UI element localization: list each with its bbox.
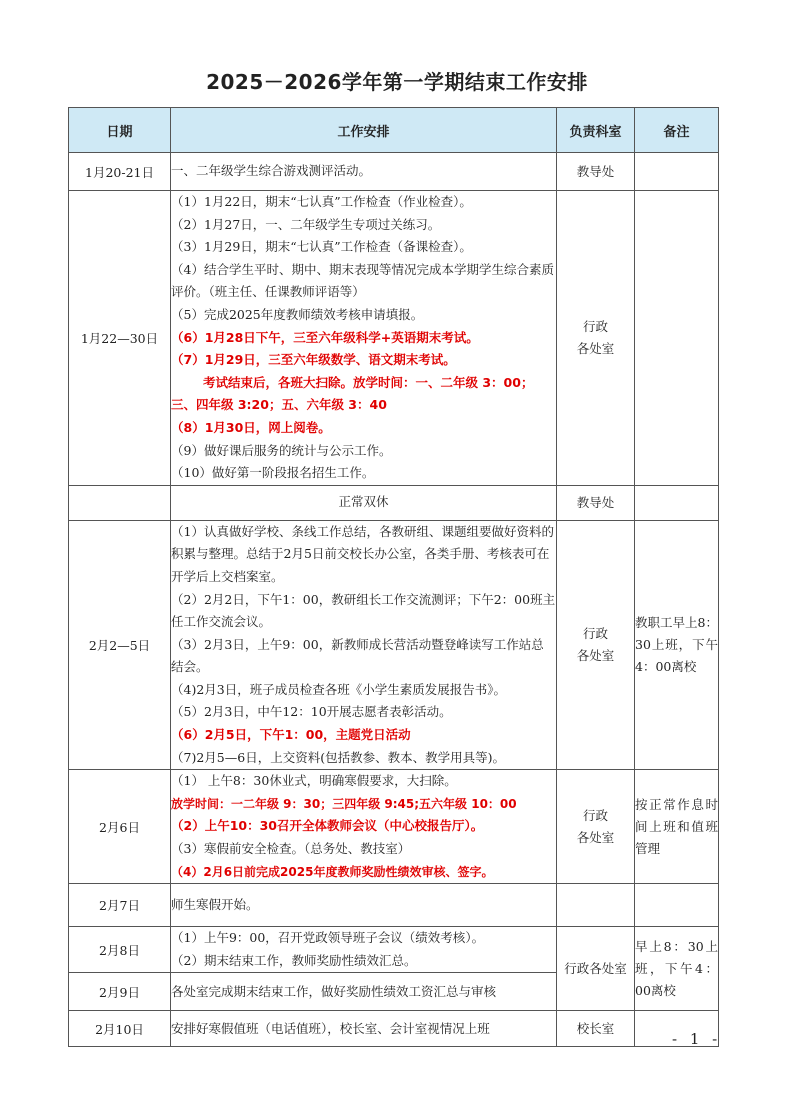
work-item: （2）1月27日，一、二年级学生专项过关练习。 <box>171 216 441 232</box>
dept-cell <box>557 520 635 770</box>
work-item-highlight: （8）1月30日，网上阅卷。 <box>171 419 331 435</box>
work-item: （10）做好第一阶段报名招生工作。 <box>171 465 375 481</box>
work-item: 师生寒假开始。 <box>171 896 259 912</box>
note-cell <box>635 191 719 486</box>
dept-line: 行政 <box>582 625 608 641</box>
work-item: 安排好寒假值班（电话值班），校长室、会计室视情况上班 <box>171 1020 490 1036</box>
table-row <box>69 770 719 884</box>
dept-line: 各处室 <box>576 647 615 663</box>
work-item: （4）结合学生平时、期中、期末表现等情况完成本学期学生综合素质评价。（班主任、任课教师评语等） <box>171 261 554 300</box>
table-row <box>69 153 719 191</box>
page-number: - 1 - <box>672 1030 722 1048</box>
work-item: 各处室完成期末结束工作，做好奖励性绩效工资汇总与审核 <box>171 983 497 999</box>
note-cell <box>635 884 719 927</box>
header-date: 日期 <box>69 108 171 153</box>
work-item-highlight: （4）2月6日前完成2025年度教师奖励性绩效审核、签字。 <box>171 864 494 879</box>
work-cell <box>171 927 557 973</box>
work-item-highlight: 三、四年级 3:20；五、六年级 3：40 <box>171 397 387 413</box>
dept-cell: 校长室 <box>557 1011 635 1047</box>
schedule-table <box>68 107 722 1048</box>
work-item: （2）期末结束工作，教师奖励性绩效汇总。 <box>171 952 417 968</box>
table-row <box>69 1011 719 1047</box>
work-item: （1）上午9：00，召开党政领导班子会议（绩效考核）。 <box>171 930 485 946</box>
work-item: （9）做好课后服务的统计与公示工作。 <box>171 442 392 458</box>
work-item: （1）1月22日，期末“七认真”工作检查（作业检查）。 <box>171 194 472 209</box>
header-dept: 负责科室 <box>557 108 635 153</box>
note-cell: 早上8：30上班，下午4：00离校 <box>635 927 719 1011</box>
work-cell <box>171 485 557 520</box>
dept-cell: 教导处 <box>557 153 635 191</box>
work-item: 正常双休 <box>338 494 389 510</box>
dept-line: 行政 <box>582 807 608 823</box>
work-cell <box>171 153 557 191</box>
work-item: （4)2月3日，班子成员检查各班《小学生素质发展报告书》。 <box>171 681 506 697</box>
work-item: （3）2月3日，上午9：00，新教师成长营活动暨登峰读写工作站总结会。 <box>171 636 544 675</box>
note-cell: 按正常作息时间上班和值班管理 <box>635 770 719 884</box>
dept-cell: 行政各处室 <box>557 927 635 1011</box>
work-item: （5）2月3日，中午12：10开展志愿者表彰活动。 <box>171 704 452 720</box>
dept-cell <box>557 770 635 884</box>
header-work: 工作安排 <box>171 108 557 153</box>
date-cell: 2月2—5日 <box>69 520 171 770</box>
work-item-highlight: 放学时间：一二年级 9：30；三四年级 9:45;五六年级 10：00 <box>171 796 517 811</box>
work-item: （1）认真做好学校、条线工作总结，各教研组、课题组要做好资料的积累与整理。总结于2月5日前交校长办公室，各类手册、考核表可在开学后上交档案室。 <box>171 523 554 584</box>
work-cell <box>171 973 557 1011</box>
header-note: 备注 <box>635 108 719 153</box>
work-cell <box>171 770 557 884</box>
work-item-highlight: （2）上午10：30召开全体教师会议（中心校报告厅）。 <box>171 818 484 834</box>
work-item: 一、二年级学生综合游戏测评活动。 <box>171 163 372 179</box>
dept-line: 行政 <box>582 318 608 334</box>
dept-line: 各处室 <box>576 340 615 356</box>
work-item-highlight: （7）1月29日，三至六年级数学、语文期末考试。 <box>171 352 456 368</box>
page-title: 2025－2026学年第一学期结束工作安排 <box>206 70 588 94</box>
work-item: （2）2月2日，下午1：00，教研组长工作交流测评；下午2：00班主任工作交流会议。 <box>171 591 556 630</box>
work-item: （1） 上午8：30休业式，明确寒假要求，大扫除。 <box>171 773 457 789</box>
date-cell: 2月9日 <box>69 973 171 1011</box>
dept-cell <box>557 191 635 486</box>
dept-cell <box>557 884 635 927</box>
work-item: （5）完成2025年度教师绩效考核申请填报。 <box>171 306 424 322</box>
date-cell: 1月22—30日 <box>69 191 171 486</box>
note-cell <box>635 485 719 520</box>
work-item-highlight: 考试结束后，各班大扫除。放学时间：一、二年级 3：00； <box>203 374 534 390</box>
dept-line: 各处室 <box>576 829 615 845</box>
date-cell: 2月6日 <box>69 770 171 884</box>
date-cell: 1月20-21日 <box>69 153 171 191</box>
work-cell <box>171 520 557 770</box>
work-cell <box>171 1011 557 1047</box>
work-item: （7)2月5—6日，上交资料(包括教参、教本、教学用具等)。 <box>171 749 505 765</box>
work-item-highlight: （6）2月5日，下午1：00，主题党日活动 <box>171 727 411 743</box>
work-item: （3）1月29日，期末“七认真”工作检查（备课检查）。 <box>171 239 472 255</box>
work-item: （3）寒假前安全检查。（总务处、教技室） <box>171 841 411 857</box>
work-cell <box>171 191 557 486</box>
work-cell <box>171 884 557 927</box>
table-row <box>69 884 719 927</box>
table-header-row <box>69 108 719 153</box>
table-row <box>69 520 719 770</box>
date-cell: 2月10日 <box>69 1011 171 1047</box>
work-item-highlight: （6）1月28日下午，三至六年级科学+英语期末考试。 <box>171 329 479 345</box>
table-row <box>69 485 719 520</box>
date-cell: 2月7日 <box>69 884 171 927</box>
table-row <box>69 927 719 973</box>
date-cell <box>69 485 171 520</box>
note-cell: 教职工早上8：30上班，下午4：00离校 <box>635 520 719 770</box>
table-row <box>69 191 719 486</box>
date-cell: 2月8日 <box>69 927 171 973</box>
note-cell <box>635 153 719 191</box>
dept-cell: 教导处 <box>557 485 635 520</box>
